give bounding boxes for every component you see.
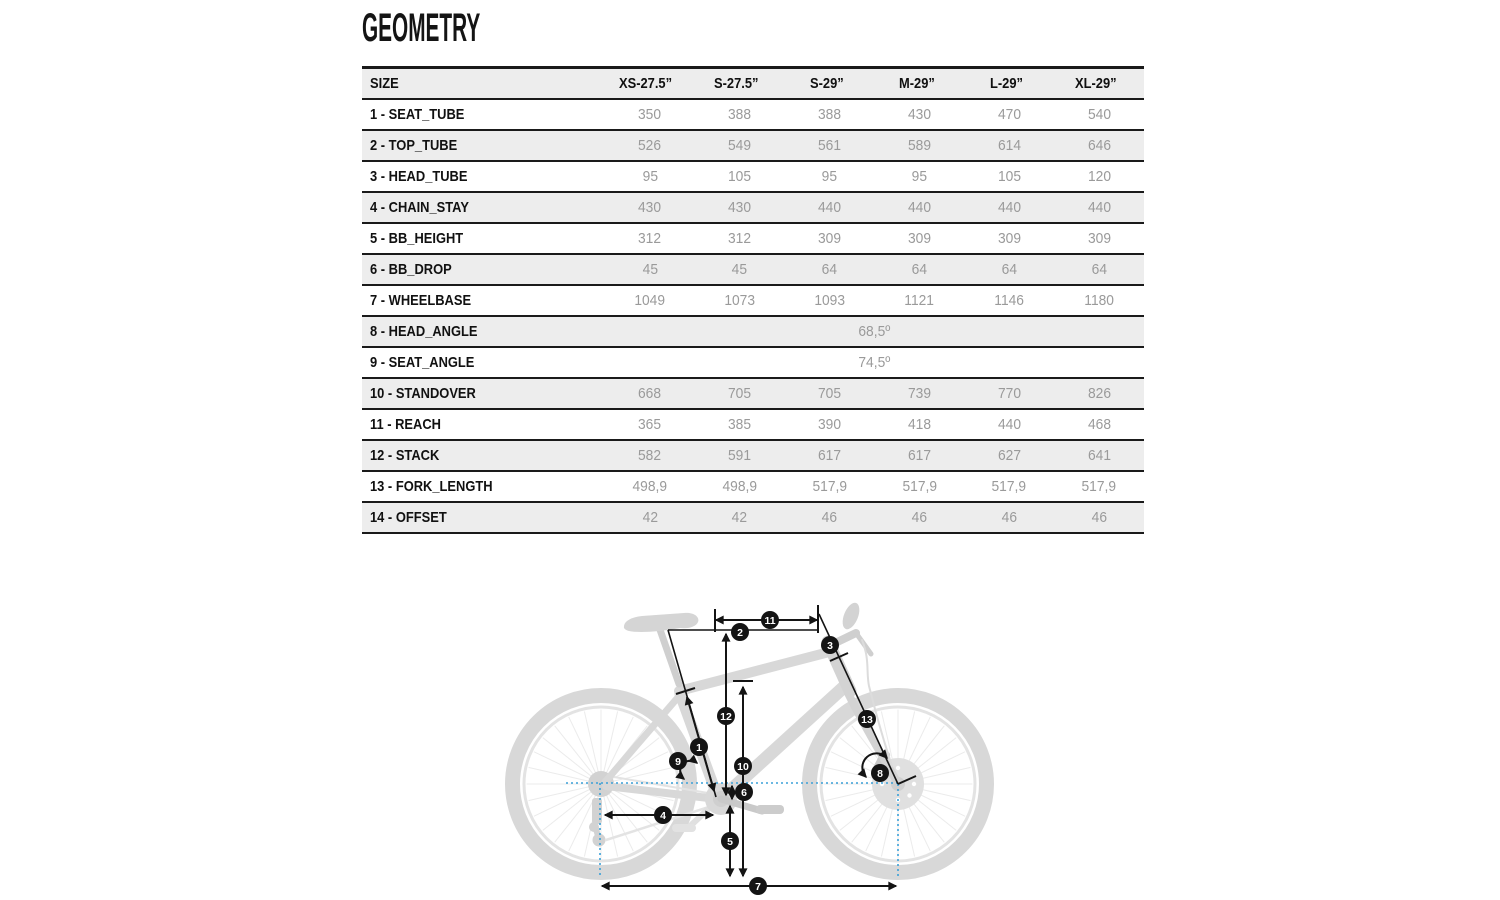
spec-value-cell: 561 bbox=[818, 137, 842, 154]
spec-value-cell: 42 bbox=[732, 509, 748, 526]
svg-text:12: 12 bbox=[720, 710, 732, 723]
svg-text:2: 2 bbox=[737, 626, 743, 639]
spec-value-cell: 105 bbox=[728, 168, 752, 185]
table-row bbox=[362, 316, 1144, 347]
spec-value-cell: 45 bbox=[732, 261, 748, 278]
spec-value-cell: 312 bbox=[638, 230, 662, 247]
table-row bbox=[362, 99, 1144, 130]
spec-value-cell: 312 bbox=[728, 230, 752, 247]
dim-marker-13 bbox=[858, 710, 876, 728]
spec-value-cell: 1180 bbox=[1084, 292, 1114, 309]
size-column-header: S-27.5” bbox=[713, 75, 759, 92]
spec-value-cell: 45 bbox=[642, 261, 658, 278]
svg-text:6: 6 bbox=[741, 786, 747, 799]
spec-value-cell: 390 bbox=[818, 416, 842, 433]
spec-value-cell: 526 bbox=[638, 137, 662, 154]
table-row bbox=[362, 254, 1144, 285]
spec-value-cell: 1049 bbox=[634, 292, 666, 309]
spec-label-cell: 5 - BB_HEIGHT bbox=[370, 230, 464, 247]
svg-text:5: 5 bbox=[727, 835, 733, 848]
dim-marker-2 bbox=[731, 623, 749, 641]
svg-text:1: 1 bbox=[696, 741, 702, 754]
spec-label-cell: 6 - BB_DROP bbox=[370, 261, 452, 278]
svg-text:10: 10 bbox=[737, 760, 749, 773]
size-column-header: S-29” bbox=[809, 75, 844, 92]
dim-marker-1 bbox=[690, 738, 708, 756]
spec-value-cell: 614 bbox=[997, 137, 1021, 154]
spec-value-cell: 1093 bbox=[814, 292, 845, 309]
spec-value-cell: 309 bbox=[1087, 230, 1111, 247]
dim-marker-12 bbox=[717, 707, 735, 725]
table-header-row bbox=[362, 68, 1144, 100]
spec-value-cell: 549 bbox=[728, 137, 752, 154]
spec-label-cell: 1 - SEAT_TUBE bbox=[370, 106, 465, 123]
bike-silhouette bbox=[513, 600, 987, 872]
table-row bbox=[362, 409, 1144, 440]
size-column-header: M-29” bbox=[898, 75, 935, 92]
table-row bbox=[362, 440, 1144, 471]
geometry-section bbox=[362, 8, 1144, 534]
svg-text:9: 9 bbox=[675, 755, 681, 768]
dim-marker-8 bbox=[871, 764, 889, 782]
spec-value-cell: 540 bbox=[1087, 106, 1111, 123]
spec-value-cell: 309 bbox=[818, 230, 842, 247]
table-row bbox=[362, 223, 1144, 254]
spec-value-cell: 64 bbox=[1001, 261, 1017, 278]
dim-marker-10 bbox=[734, 757, 752, 775]
dim-marker-9 bbox=[669, 752, 687, 770]
spec-label-cell: 10 - STANDOVER bbox=[370, 385, 476, 402]
svg-text:11: 11 bbox=[764, 614, 776, 627]
spec-value-cell: 826 bbox=[1087, 385, 1111, 402]
spec-value-cell: 350 bbox=[638, 106, 662, 123]
spec-value-cell: 440 bbox=[1087, 199, 1111, 216]
dim-marker-11 bbox=[761, 611, 779, 629]
spec-value-cell: 385 bbox=[728, 416, 752, 433]
table-row bbox=[362, 502, 1144, 533]
spec-label-cell: 12 - STACK bbox=[370, 447, 440, 464]
dim-marker-5 bbox=[721, 832, 739, 850]
spec-value-cell: 517,9 bbox=[1081, 478, 1117, 495]
dim-marker-4 bbox=[654, 806, 672, 824]
dim-marker-7 bbox=[749, 877, 767, 895]
spec-value-cell: 64 bbox=[911, 261, 928, 278]
spec-value-cell: 1121 bbox=[904, 292, 935, 309]
svg-text:7: 7 bbox=[755, 880, 761, 893]
spec-value-cell: 388 bbox=[728, 106, 752, 123]
spec-value-cell: 517,9 bbox=[812, 478, 847, 495]
spec-value-cell: 627 bbox=[997, 447, 1021, 464]
table-row bbox=[362, 285, 1144, 316]
spec-value-cell: 589 bbox=[907, 137, 931, 154]
spec-value-cell: 64 bbox=[821, 261, 838, 278]
spec-value-cell: 430 bbox=[638, 199, 662, 216]
spec-label-cell: 8 - HEAD_ANGLE bbox=[370, 323, 478, 340]
spec-value-cell: 498,9 bbox=[632, 478, 668, 495]
saddle bbox=[624, 613, 698, 632]
spec-label-cell: 11 - REACH bbox=[370, 416, 441, 433]
spec-value-cell: 95 bbox=[911, 168, 928, 185]
size-column-header: XL-29” bbox=[1074, 75, 1117, 92]
spec-value-cell: 517,9 bbox=[991, 478, 1027, 495]
page-title: GEOMETRY bbox=[362, 6, 481, 50]
dim-marker-6 bbox=[735, 783, 753, 801]
rear-wheel bbox=[513, 696, 690, 873]
svg-text:8: 8 bbox=[877, 767, 883, 780]
merged-value-cell: 74,5º bbox=[858, 354, 891, 371]
pedal bbox=[756, 805, 784, 814]
spec-label-cell: 4 - CHAIN_STAY bbox=[370, 199, 469, 216]
table-row bbox=[362, 130, 1144, 161]
spec-label-cell: 9 - SEAT_ANGLE bbox=[370, 354, 475, 371]
table-row bbox=[362, 378, 1144, 409]
spec-value-cell: 64 bbox=[1091, 261, 1107, 278]
spec-value-cell: 582 bbox=[638, 447, 662, 464]
spec-value-cell: 309 bbox=[997, 230, 1021, 247]
spec-value-cell: 739 bbox=[907, 385, 931, 402]
spec-value-cell: 498,9 bbox=[722, 478, 758, 495]
spec-value-cell: 95 bbox=[642, 168, 658, 185]
table-row bbox=[362, 471, 1144, 502]
spec-value-cell: 668 bbox=[638, 385, 662, 402]
spec-value-cell: 418 bbox=[907, 416, 931, 433]
spec-value-cell: 46 bbox=[821, 509, 838, 526]
spec-value-cell: 309 bbox=[907, 230, 931, 247]
spec-value-cell: 430 bbox=[728, 199, 752, 216]
spec-value-cell: 440 bbox=[997, 199, 1021, 216]
spec-value-cell: 120 bbox=[1087, 168, 1111, 185]
spec-value-cell: 365 bbox=[638, 416, 662, 433]
spec-value-cell: 1146 bbox=[994, 292, 1025, 309]
size-column-header: L-29” bbox=[990, 75, 1024, 92]
dim-marker-3 bbox=[821, 636, 839, 654]
spec-label-cell: 3 - HEAD_TUBE bbox=[370, 168, 468, 185]
spec-value-cell: 440 bbox=[907, 199, 931, 216]
merged-value-cell: 68,5º bbox=[858, 323, 891, 340]
table-row bbox=[362, 161, 1144, 192]
spec-value-cell: 617 bbox=[907, 447, 931, 464]
spec-value-cell: 430 bbox=[907, 106, 931, 123]
spec-value-cell: 388 bbox=[818, 106, 842, 123]
svg-text:4: 4 bbox=[660, 809, 666, 822]
spec-label-cell: 7 - WHEELBASE bbox=[370, 292, 472, 309]
top-tube bbox=[679, 651, 833, 691]
spec-value-cell: 470 bbox=[997, 106, 1021, 123]
spec-value-cell: 646 bbox=[1087, 137, 1111, 154]
spec-value-cell: 95 bbox=[821, 168, 838, 185]
rear-derailleur bbox=[589, 798, 606, 847]
svg-text:13: 13 bbox=[861, 713, 873, 726]
table-row bbox=[362, 347, 1144, 378]
spec-value-cell: 1073 bbox=[724, 292, 756, 309]
size-header-cell: SIZE bbox=[370, 75, 399, 92]
geometry-table bbox=[362, 66, 1144, 534]
spec-value-cell: 468 bbox=[1087, 416, 1111, 433]
spec-value-cell: 42 bbox=[642, 509, 658, 526]
spec-value-cell: 105 bbox=[997, 168, 1021, 185]
svg-text:3: 3 bbox=[827, 639, 833, 652]
spec-value-cell: 440 bbox=[997, 416, 1021, 433]
spec-value-cell: 705 bbox=[818, 385, 842, 402]
spec-value-cell: 46 bbox=[1001, 509, 1017, 526]
size-column-header: XS-27.5” bbox=[619, 75, 673, 92]
spec-value-cell: 46 bbox=[1091, 509, 1107, 526]
spec-value-cell: 770 bbox=[997, 385, 1021, 402]
table-row bbox=[362, 192, 1144, 223]
spec-value-cell: 641 bbox=[1087, 447, 1111, 464]
spec-label-cell: 14 - OFFSET bbox=[370, 509, 447, 526]
spec-value-cell: 705 bbox=[728, 385, 752, 402]
spec-value-cell: 517,9 bbox=[902, 478, 937, 495]
spec-value-cell: 440 bbox=[818, 199, 842, 216]
spec-value-cell: 617 bbox=[818, 447, 842, 464]
spec-value-cell: 591 bbox=[728, 447, 752, 464]
spec-value-cell: 46 bbox=[911, 509, 928, 526]
spec-label-cell: 13 - FORK_LENGTH bbox=[370, 478, 493, 495]
spec-label-cell: 2 - TOP_TUBE bbox=[370, 137, 458, 154]
